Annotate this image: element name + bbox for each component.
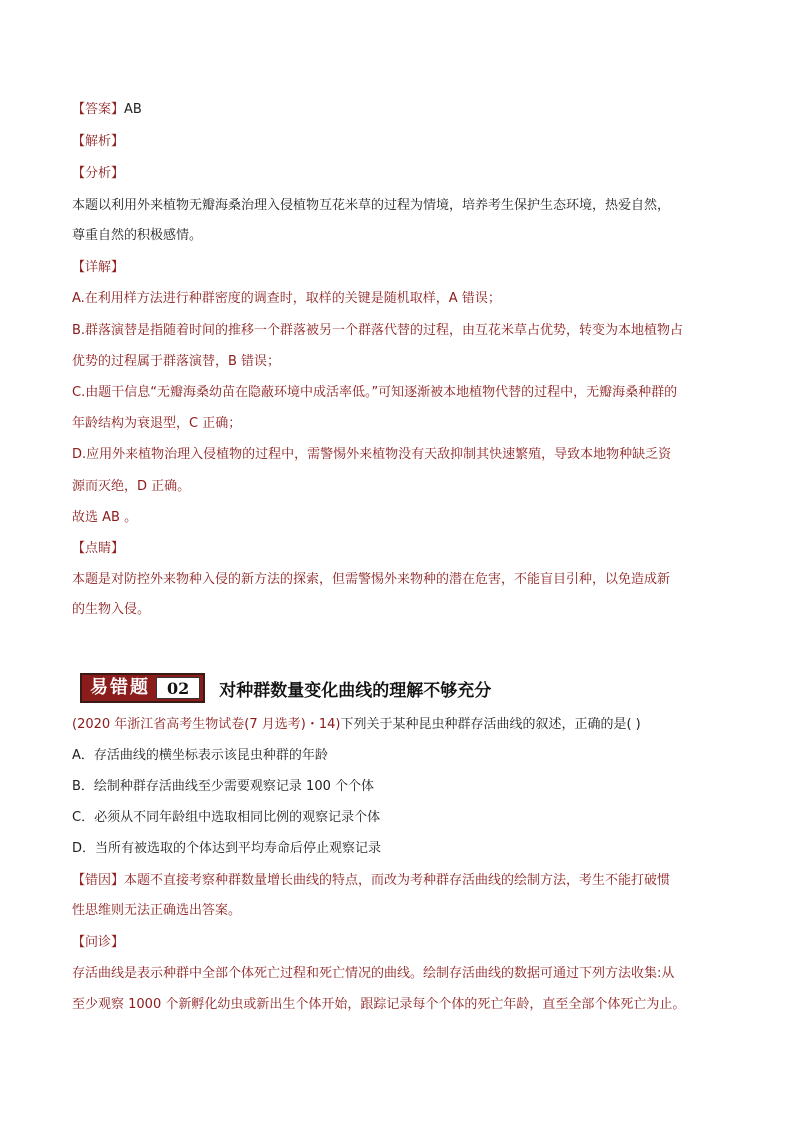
dianjing-text-line: 本题是对防控外来物种入侵的新方法的探索，但需警惕外来物种的潜在危害，不能盲目引种，以免造成新: [72, 572, 671, 587]
wenzhen-text-line: 存活曲线是表示种群中全部个体死亡过程和死亡情况的曲线。绘制存活曲线的数据可通过下列方法收集:从: [72, 966, 675, 981]
detail-text-line: 年龄结构为衰退型，C 正确；: [72, 416, 242, 431]
answer-label: 【答案】: [72, 102, 125, 117]
option-c: C．必须从不同年龄组中选取相同比例的观察记录个体: [72, 810, 381, 825]
option-a: A．存活曲线的横坐标表示该昆虫种群的年龄: [72, 748, 328, 763]
cuoyin-label: 【错因】: [72, 873, 125, 888]
fenxi-label: 【分析】: [72, 166, 125, 181]
detail-label: 【详解】: [72, 260, 125, 275]
detail-text-line: 源而灭绝，D 正确。: [72, 479, 191, 494]
detail-text-line: 故选 AB 。: [72, 510, 138, 525]
dianjing-text-line: 的生物入侵。: [72, 602, 151, 617]
detail-text-line: A.在利用样方法进行种群密度的调查时，取样的关键是随机取样，A 错误；: [72, 291, 501, 306]
question-stem: 下列关于某种昆虫种群存活曲线的叙述，正确的是( ): [340, 717, 641, 732]
detail-text-line: D.应用外来植物治理入侵植物的过程中，需警惕外来植物没有天敌抑制其快速繁殖，导致本地物种缺乏资: [72, 447, 672, 462]
banner-number: 02: [156, 677, 200, 699]
banner-title: 对种群数量变化曲线的理解不够充分: [219, 680, 492, 701]
analysis-label: 【解析】: [72, 134, 125, 149]
detail-text-line: B.群落演替是指随着时间的推移一个群落被另一个群落代替的过程，由互花米草占优势，转变为本地植物占: [72, 323, 684, 338]
fenxi-text-line: 本题以利用外来植物无瓣海桑治理入侵植物互花米草的过程为情境，培养考生保护生态环境，热爱自然，: [72, 198, 671, 213]
banner-tag: 易错题: [90, 677, 150, 698]
fenxi-text-line: 尊重自然的积极感情。: [72, 228, 203, 243]
option-d: D．当所有被选取的个体达到平均寿命后停止观察记录: [72, 841, 382, 856]
section-banner: [80, 673, 491, 703]
option-b: B．绘制种群存活曲线至少需要观察记录 100 个个体: [72, 779, 374, 794]
detail-text-line: 优势的过程属于群落演替，B 错误；: [72, 354, 281, 369]
wenzhen-text-line: 至少观察 1000 个新孵化幼虫或新出生个体开始，跟踪记录每个个体的死亡年龄，直至全部个体死亡为止。: [72, 997, 686, 1012]
dianjing-label: 【点睛】: [72, 541, 125, 556]
banner-badge: [80, 673, 205, 703]
question-source: (2020 年浙江省高考生物试卷(7 月选考)・14): [72, 717, 341, 732]
cuoyin-line: [72, 872, 670, 890]
wenzhen-label: 【问诊】: [72, 935, 125, 950]
detail-text-line: C.由题干信息“无瓣海桑幼苗在隐蔽环境中成活率低。”可知逐渐被本地植物代替的过程中，无瓣海桑种群的: [72, 385, 678, 400]
cuoyin-text: 本题不直接考察种群数量增长曲线的特点，而改为考种群存活曲线的绘制方法，考生不能打破惯: [124, 873, 671, 888]
question-stem-line: [72, 716, 641, 734]
cuoyin-text-line: 性思维则无法正确选出答案。: [72, 903, 242, 918]
answer-value: AB: [124, 102, 142, 117]
answer-line: [72, 101, 142, 119]
